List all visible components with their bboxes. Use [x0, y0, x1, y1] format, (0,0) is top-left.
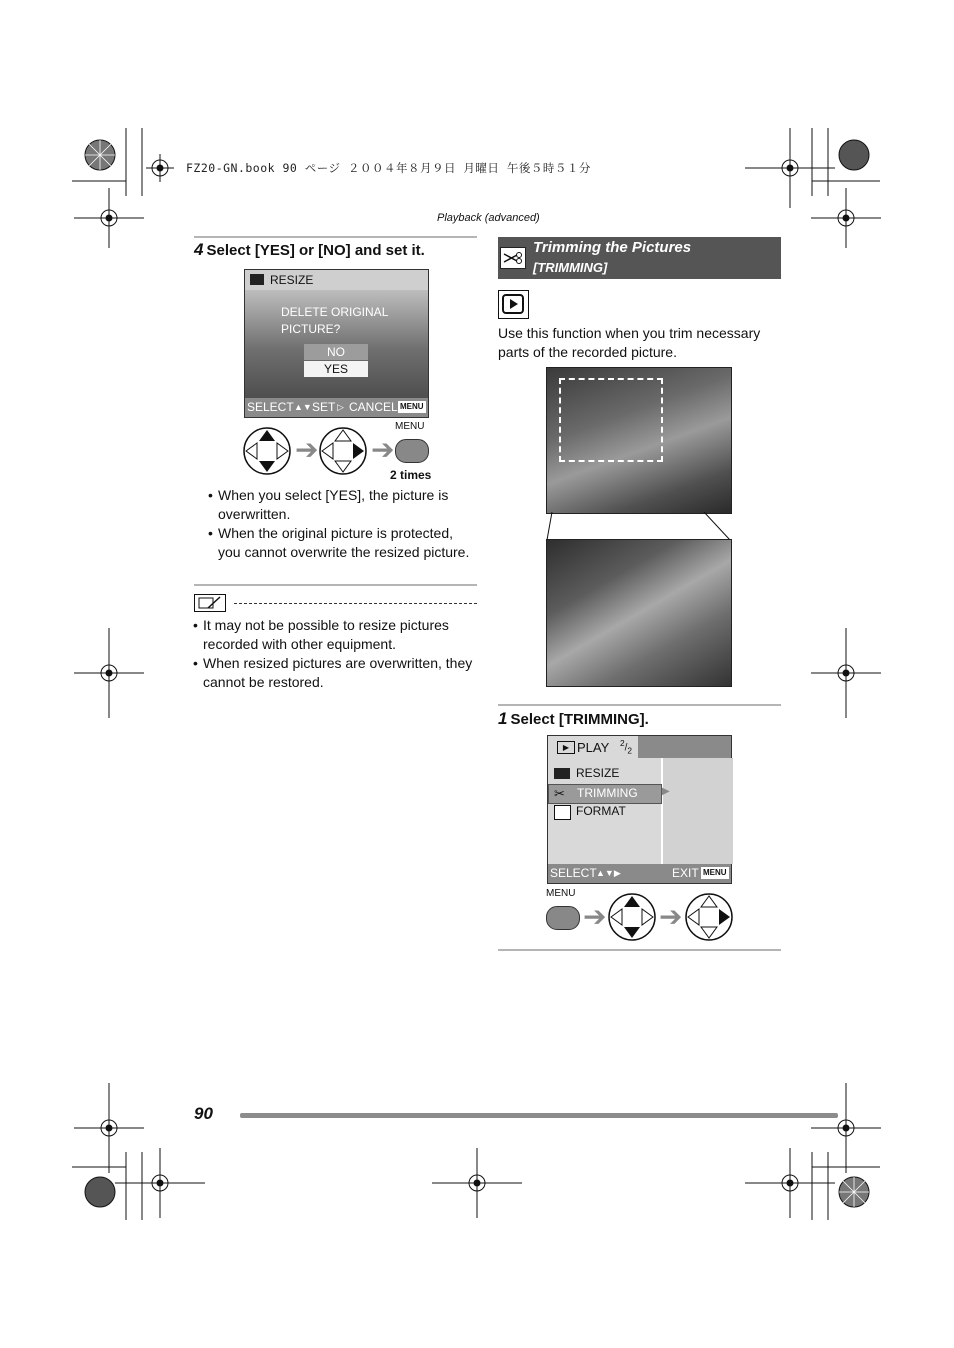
lcd-title-bar: [245, 270, 428, 290]
lcd-title: PLAY: [577, 740, 610, 755]
step-title: Select [TRIMMING].: [510, 711, 649, 728]
step-title: Select [YES] or [NO] and set it.: [206, 242, 425, 259]
up-down-right-icon: ▲▼▶: [596, 868, 621, 878]
menu-item-format[interactable]: [552, 804, 658, 820]
footer-cancel: CANCEL: [349, 400, 398, 414]
dialog-text: [281, 304, 388, 338]
next-arrow-icon: ➔: [371, 434, 395, 465]
dialog-line-2: PICTURE?: [281, 322, 341, 336]
menu-item-label: TRIMMING: [577, 786, 638, 800]
option-yes[interactable]: YES: [304, 361, 368, 377]
note-icon: [194, 594, 226, 612]
lcd-footer-bar: [245, 398, 428, 417]
menu-item-label: RESIZE: [576, 766, 620, 780]
footer-set: SET: [312, 400, 336, 414]
lcd-footer-bar: [548, 864, 731, 883]
divider: [498, 949, 781, 951]
play-tab[interactable]: [548, 736, 638, 758]
zoom-lines: [546, 512, 732, 542]
playback-mode-icon: [498, 290, 529, 319]
divider: [498, 704, 781, 706]
note-item: • When resized pictures are overwritten, they cannot be restored.: [193, 654, 478, 692]
resize-icon: [250, 274, 264, 285]
next-arrow-icon: ➔: [583, 901, 607, 932]
step-number: 1: [498, 709, 508, 728]
step-4-heading: [194, 240, 425, 260]
resize-icon: [554, 768, 570, 779]
footer-exit: EXIT: [672, 866, 699, 880]
footer-select: SELECT: [550, 866, 597, 880]
step-number: 4: [194, 240, 204, 259]
next-arrow-icon: ➔: [659, 901, 683, 932]
divider: [194, 236, 477, 238]
menu-button: [395, 439, 429, 463]
scissors-icon: ✂: [554, 786, 565, 801]
menu-item-label: FORMAT: [576, 804, 626, 818]
section-subtitle: [TRIMMING]: [533, 260, 608, 275]
menu-item-resize[interactable]: [552, 766, 658, 782]
next-arrow-icon: ➔: [295, 434, 319, 465]
menu-label: MENU: [546, 888, 576, 899]
dialog-line-1: DELETE ORIGINAL: [281, 305, 389, 319]
bullet-item: • When you select [YES], the picture is overwritten.: [208, 486, 478, 524]
lcd-title: RESIZE: [270, 273, 314, 287]
menu-badge: MENU: [703, 868, 727, 877]
option-no[interactable]: NO: [304, 344, 368, 360]
footer-select: SELECT: [247, 400, 294, 414]
play-icon: ▶: [557, 741, 575, 754]
menu-button: [546, 906, 580, 930]
dpad-right: [684, 892, 734, 942]
original-photo: [546, 367, 732, 514]
step-1-heading: [498, 709, 649, 729]
dpad-up-down: [242, 426, 292, 476]
submenu-panel: [661, 758, 733, 864]
divider: [194, 584, 477, 586]
running-head: Playback (advanced): [437, 212, 540, 224]
footer-bar: [240, 1113, 838, 1118]
menu-badge: MENU: [400, 402, 424, 411]
page-number: 90: [194, 1104, 213, 1123]
dpad-up-down: [607, 892, 657, 942]
section-header: [498, 237, 781, 279]
notes-dashed-line: [234, 603, 477, 604]
menu-label: MENU: [395, 421, 425, 432]
up-down-icon: ▲▼: [294, 402, 312, 412]
step-4-bullets: [208, 486, 478, 562]
dpad-right: [318, 426, 368, 476]
format-icon: [554, 805, 571, 820]
intro-text: Use this function when you trim necessary parts of the recorded picture.: [498, 325, 761, 360]
times-label: 2 times: [390, 468, 432, 482]
scissors-icon: [500, 247, 526, 269]
trimmed-photo: [546, 539, 732, 687]
page-den: 2: [627, 745, 633, 756]
lcd-play-menu: [547, 735, 732, 884]
bullet-item: • When the original picture is protected, you cannot overwrite the resized picture.: [208, 524, 478, 562]
section-title: Trimming the Pictures: [533, 239, 692, 256]
notes-list: [193, 616, 478, 692]
lcd-title-bar: [548, 736, 731, 758]
note-item: • It may not be possible to resize pictures recorded with other equipment.: [193, 616, 478, 654]
file-info-line: FZ20-GN.book 90 ページ ２００４年８月９日 月曜日 午後５時５１分: [186, 161, 591, 175]
lcd-resize-confirm: [244, 269, 429, 418]
page-indicator: $^2/_2$: [620, 738, 633, 756]
menu-item-trimming[interactable]: [548, 784, 662, 804]
submenu-arrow-icon: ▶: [662, 786, 670, 797]
page-num: 2: [620, 738, 625, 748]
right-arrow-icon: ▷: [337, 402, 344, 412]
trim-frame: [559, 378, 663, 462]
